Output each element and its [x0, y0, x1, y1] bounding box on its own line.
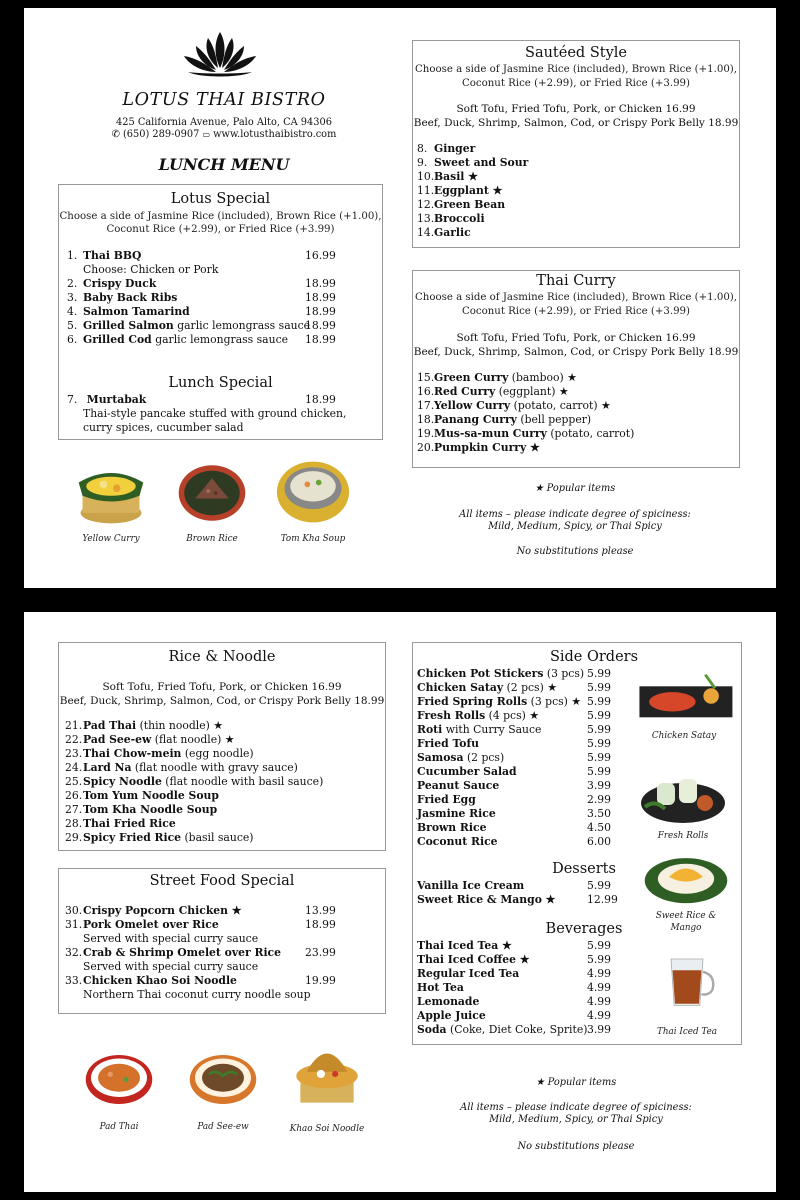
menu-item-number: 12. — [417, 198, 435, 211]
menu-item-name: Crispy Popcorn Chicken ★ — [83, 904, 242, 917]
menu-item-name: Green Bean — [434, 198, 506, 211]
menu-item — [417, 667, 584, 681]
menu-item-price: 18.99 — [305, 333, 336, 346]
menu-item-name: Roti — [417, 723, 443, 736]
menu-item-note: (basil sauce) — [184, 831, 254, 844]
menu-item — [67, 319, 310, 333]
section-title: Side Orders — [549, 649, 639, 665]
section-title: Sautéed Style — [525, 45, 627, 61]
menu-item-name: Red Curry — [434, 385, 496, 398]
food-photo — [641, 843, 731, 907]
menu-item-price: 12.99 — [587, 893, 618, 906]
menu-item-number: 28. — [65, 817, 83, 830]
menu-item-price: 13.99 — [305, 904, 336, 917]
menu-item — [67, 305, 190, 319]
web-icon: ▭ — [202, 130, 211, 139]
menu-item — [417, 1023, 587, 1037]
menu-item-name: Panang Curry — [434, 413, 517, 426]
restaurant-phone: (650) 289-0907 — [122, 129, 200, 140]
menu-item — [417, 981, 464, 995]
menu-item-note: (bamboo) ★ — [511, 371, 577, 384]
menu-item-name: Eggplant ★ — [434, 184, 503, 197]
menu-item-name: Lemonade — [417, 995, 480, 1008]
menu-item-number: 8. — [417, 142, 428, 155]
pad-see-ew-image — [176, 1048, 270, 1118]
section-title: Street Food Special — [149, 873, 295, 889]
menu-item-note: (thin noodle) ★ — [139, 719, 223, 732]
menu-item-name: Coconut Rice — [417, 835, 498, 848]
menu-item-name: Mus-sa-mun Curry — [434, 427, 547, 440]
menu-item-name: Salmon Tamarind — [83, 305, 190, 318]
menu-item-price: 4.99 — [587, 995, 612, 1008]
thai-iced-tea-image — [655, 943, 719, 1023]
yellow-curry-image — [70, 454, 152, 530]
menu-item-price: 5.99 — [587, 953, 612, 966]
restaurant-contact — [84, 129, 364, 140]
menu-item-price: 3.50 — [587, 807, 612, 820]
menu-item — [417, 170, 478, 184]
menu-item-name: Tom Kha Noodle Soup — [83, 803, 218, 816]
section-title: Rice & Noodle — [168, 649, 276, 665]
menu-page-2 — [24, 612, 776, 1192]
menu-item-name: Crab & Shrimp Omelet over Rice — [83, 946, 281, 959]
menu-item-price: 18.99 — [305, 277, 336, 290]
menu-item-note: (eggplant) ★ — [498, 385, 569, 398]
menu-item-price: 19.99 — [305, 974, 336, 987]
menu-item — [417, 371, 577, 385]
popular-note: ★ Popular items — [535, 1077, 617, 1088]
menu-item — [417, 226, 471, 240]
menu-item — [65, 817, 176, 831]
sides-line: Coconut Rice (+2.99), or Fried Rice (+3.99) — [461, 78, 691, 89]
menu-item — [417, 198, 505, 212]
menu-item-number: 26. — [65, 789, 83, 802]
menu-item-number: 32. — [65, 946, 83, 959]
menu-item-description: curry spices, cucumber salad — [83, 421, 244, 434]
menu-item-name: Sweet Rice & Mango ★ — [417, 893, 556, 906]
menu-item-price: 18.99 — [305, 319, 336, 332]
menu-item — [417, 807, 496, 821]
menu-item-note: (Coke, Diet Coke, Sprite) — [449, 1023, 588, 1036]
menu-item-number: 15. — [417, 371, 435, 384]
menu-item — [417, 385, 569, 399]
menu-item — [417, 835, 498, 849]
menu-item-note: (4 pcs) ★ — [488, 709, 539, 722]
menu-item-description: Thai-style pancake stuffed with ground chicken, — [83, 407, 347, 420]
menu-item — [417, 879, 524, 893]
menu-title: LUNCH MENU — [158, 155, 290, 174]
menu-item-name: Thai Fried Rice — [83, 817, 176, 830]
lotus-logo-icon — [174, 28, 266, 82]
menu-item-name: Pad Thai — [83, 719, 137, 732]
menu-item-number: 6. — [67, 333, 78, 346]
menu-item-number: 1. — [67, 249, 78, 262]
chicken-satay-image — [635, 665, 733, 727]
menu-item-number: 17. — [417, 399, 435, 412]
sides-line: Choose a side of Jasmine Rice (included), Brown Rice (+1.00), — [59, 211, 382, 222]
price-line: Beef, Duck, Shrimp, Salmon, Cod, or Crispy Pork Belly 18.99 — [59, 695, 385, 707]
menu-item-name: Chicken Khao Soi Noodle — [83, 974, 237, 987]
lotus-special-section — [58, 184, 383, 440]
sides-line: Choose a side of Jasmine Rice (included), Brown Rice (+1.00), — [414, 64, 738, 75]
no-substitutions: No substitutions please — [516, 546, 634, 557]
menu-item-price: 4.99 — [587, 981, 612, 994]
spice-note: All items – please indicate degree of spiciness: — [459, 509, 691, 520]
menu-item-number: 4. — [67, 305, 78, 318]
menu-item-price: 5.99 — [587, 723, 612, 736]
photo-caption: Pad See-ew — [197, 1122, 249, 1132]
menu-item-name: Grilled Salmon — [83, 319, 174, 332]
menu-item-name: Chicken Satay — [417, 681, 504, 694]
price-line: Soft Tofu, Fried Tofu, Pork, or Chicken 16.99 — [456, 103, 696, 115]
menu-item-number: 10. — [417, 170, 435, 183]
menu-item-number: 16. — [417, 385, 435, 398]
menu-item-name: Lard Na — [83, 761, 132, 774]
menu-item-note: (potato, carrot) ★ — [513, 399, 611, 412]
menu-item-price: 4.99 — [587, 967, 612, 980]
menu-item — [417, 1009, 486, 1023]
khao-soi-noodle-image — [286, 1032, 368, 1120]
menu-item — [65, 904, 241, 918]
menu-item-name: Vanilla Ice Cream — [417, 879, 525, 892]
menu-item-price: 5.99 — [587, 751, 612, 764]
sides-line: Coconut Rice (+2.99), or Fried Rice (+3.99) — [106, 224, 335, 235]
menu-item — [417, 953, 529, 967]
section-title: Beverages — [545, 921, 623, 937]
menu-item-note: garlic lemongrass sauce — [177, 319, 311, 332]
menu-item-name: Crispy Duck — [83, 277, 157, 290]
photo-caption: Brown Rice — [186, 534, 238, 544]
tom-kha-soup-image — [272, 454, 354, 530]
menu-item — [67, 291, 177, 305]
menu-item-number: 20. — [417, 441, 435, 454]
food-photo — [176, 1048, 270, 1118]
food-photo — [286, 1032, 368, 1120]
menu-item-number: 33. — [65, 974, 83, 987]
menu-item-name: Jasmine Rice — [417, 807, 496, 820]
menu-item-number: 30. — [65, 904, 83, 917]
section-title: Lotus Special — [170, 191, 271, 207]
menu-item-number: 3. — [67, 291, 78, 304]
menu-item-name: Fried Tofu — [417, 737, 479, 750]
menu-item — [417, 939, 512, 953]
menu-item-price: 5.99 — [587, 681, 612, 694]
menu-item-name: Fried Spring Rolls — [417, 695, 528, 708]
menu-page-1 — [24, 8, 776, 588]
menu-item — [417, 779, 499, 793]
menu-item — [417, 427, 634, 441]
menu-item — [65, 719, 223, 733]
menu-item-name: Spicy Noodle — [83, 775, 162, 788]
menu-item — [417, 995, 479, 1009]
price-line: Beef, Duck, Shrimp, Salmon, Cod, or Crispy Pork Belly 18.99 — [413, 117, 739, 129]
photo-caption: Yellow Curry — [82, 534, 140, 544]
photo-caption: Mango — [670, 923, 702, 933]
menu-item — [67, 277, 156, 291]
menu-item — [65, 761, 298, 775]
menu-item-name: Samosa — [417, 751, 464, 764]
menu-item-name: Spicy Fried Rice — [83, 831, 182, 844]
spice-levels: Mild, Medium, Spicy, or Thai Spicy — [489, 1114, 663, 1125]
menu-item — [417, 765, 517, 779]
section-title: Desserts — [552, 861, 616, 877]
menu-item — [417, 751, 504, 765]
menu-item-name: Cucumber Salad — [417, 765, 517, 778]
menu-item-note: (3 pcs) — [546, 667, 585, 680]
menu-item — [65, 803, 217, 817]
menu-item — [65, 946, 281, 960]
phone-icon: ✆ — [111, 129, 120, 140]
menu-item-name: Hot Tea — [417, 981, 464, 994]
menu-item-number: 29. — [65, 831, 83, 844]
menu-item — [417, 413, 591, 427]
brown-rice-image — [168, 456, 256, 530]
menu-item-price: 4.99 — [587, 1009, 612, 1022]
spice-levels: Mild, Medium, Spicy, or Thai Spicy — [488, 521, 662, 532]
food-photo — [70, 454, 152, 530]
photo-caption: Thai Iced Tea — [656, 1027, 718, 1037]
menu-item-name: Pork Omelet over Rice — [83, 918, 219, 931]
menu-item-note: (potato, carrot) — [550, 427, 635, 440]
photo-caption: Fresh Rolls — [657, 831, 709, 841]
menu-item — [417, 184, 502, 198]
menu-item-name: Ginger — [434, 142, 476, 155]
menu-item — [417, 723, 541, 737]
side-orders-section — [412, 642, 742, 1045]
menu-item-price: 5.99 — [587, 765, 612, 778]
sauteed-section — [412, 40, 740, 248]
menu-item-note: (3 pcs) ★ — [530, 695, 581, 708]
photo-caption: Tom Kha Soup — [280, 534, 346, 544]
fresh-rolls-image — [635, 763, 731, 827]
menu-item-name: Regular Iced Tea — [417, 967, 520, 980]
menu-item-price: 5.99 — [587, 709, 612, 722]
photo-caption: Pad Thai — [99, 1122, 139, 1132]
menu-item — [417, 399, 611, 413]
menu-item — [417, 821, 486, 835]
sides-line: Coconut Rice (+2.99), or Fried Rice (+3.99) — [461, 306, 691, 317]
restaurant-name: LOTUS THAI BISTRO — [122, 90, 326, 110]
menu-item — [65, 918, 219, 932]
no-substitutions: No substitutions please — [517, 1141, 635, 1152]
menu-item — [67, 249, 141, 263]
menu-item-name: Yellow Curry — [434, 399, 511, 412]
menu-item-price: 18.99 — [305, 291, 336, 304]
menu-item: 7. Murtabak — [67, 393, 147, 406]
sweet-rice-mango-image — [641, 843, 731, 907]
menu-item-name: Sweet and Sour — [434, 156, 529, 169]
menu-item — [65, 733, 234, 747]
menu-item-number: 25. — [65, 775, 83, 788]
menu-item-price: 18.99 — [305, 393, 336, 406]
menu-item-price: 18.99 — [305, 305, 336, 318]
menu-item — [65, 831, 253, 845]
thai-curry-section — [412, 270, 740, 468]
menu-item-price: 2.99 — [587, 793, 612, 806]
menu-item-name: Tom Yum Noodle Soup — [83, 789, 219, 802]
menu-item — [65, 974, 237, 988]
menu-item-name: Green Curry — [434, 371, 509, 384]
menu-item-price: 5.99 — [587, 939, 612, 952]
menu-item-price: 3.99 — [587, 779, 612, 792]
menu-item-name: Thai Iced Tea ★ — [417, 939, 512, 952]
menu-item-name: Chicken Pot Stickers — [417, 667, 544, 680]
price-line: Beef, Duck, Shrimp, Salmon, Cod, or Crispy Pork Belly 18.99 — [413, 346, 739, 358]
menu-item — [417, 709, 539, 723]
menu-item-note: (2 pcs) ★ — [506, 681, 557, 694]
menu-item-description: Served with special curry sauce — [83, 960, 259, 973]
menu-item-note: (2 pcs) — [466, 751, 505, 764]
spice-note: All items – please indicate degree of spiciness: — [460, 1102, 692, 1113]
menu-item-name: Thai BBQ — [83, 249, 142, 262]
menu-item-name: Pad See-ew — [83, 733, 152, 746]
menu-item-name: Broccoli — [434, 212, 485, 225]
menu-item-number: 9. — [417, 156, 428, 169]
menu-item-name: Apple Juice — [417, 1009, 486, 1022]
menu-item — [417, 441, 540, 455]
menu-item-name: Fresh Rolls — [417, 709, 486, 722]
menu-item-note: with Curry Sauce — [445, 723, 542, 736]
menu-item-note: (flat noodle with gravy sauce) — [134, 761, 298, 774]
rice-noodle-section — [58, 642, 386, 851]
menu-item-number: 5. — [67, 319, 78, 332]
menu-item — [417, 793, 476, 807]
menu-item-price: 5.99 — [587, 667, 612, 680]
sides-line: Choose a side of Jasmine Rice (included), Brown Rice (+1.00), — [414, 292, 738, 303]
menu-item-number: 23. — [65, 747, 83, 760]
food-photo — [635, 763, 731, 827]
menu-item — [417, 681, 557, 695]
price-line: Soft Tofu, Fried Tofu, Pork, or Chicken 16.99 — [102, 681, 342, 693]
menu-item-note: (egg noodle) — [184, 747, 254, 760]
menu-item-name: Thai Iced Coffee ★ — [417, 953, 530, 966]
menu-item-description: Served with special curry sauce — [83, 932, 259, 945]
menu-item-note: garlic lemongrass sauce — [155, 333, 289, 346]
photo-caption: Chicken Satay — [651, 731, 717, 741]
menu-item-name: Peanut Sauce — [417, 779, 500, 792]
menu-item-name: Pumpkin Curry ★ — [434, 441, 540, 454]
menu-item — [417, 142, 475, 156]
menu-item — [417, 695, 581, 709]
menu-item-price: 23.99 — [305, 946, 336, 959]
price-line: Soft Tofu, Fried Tofu, Pork, or Chicken 16.99 — [456, 332, 696, 344]
pad-thai-image — [72, 1048, 166, 1118]
menu-item-number: 31. — [65, 918, 83, 931]
menu-item-number: 19. — [417, 427, 435, 440]
food-photo — [168, 456, 256, 530]
menu-item-description: Northern Thai coconut curry noodle soup — [83, 988, 311, 1001]
menu-item-number: 21. — [65, 719, 83, 732]
menu-item-note: (flat noodle) ★ — [154, 733, 235, 746]
menu-item-price: 4.50 — [587, 821, 612, 834]
restaurant-address: 425 California Avenue, Palo Alto, CA 94306 — [116, 117, 332, 128]
menu-item-price: 5.99 — [587, 695, 612, 708]
menu-item — [417, 212, 485, 226]
menu-item — [417, 156, 528, 170]
menu-item-name: Brown Rice — [417, 821, 487, 834]
menu-item-name: Baby Back Ribs — [83, 291, 178, 304]
menu-item-name: Fried Egg — [417, 793, 476, 806]
menu-item — [417, 967, 519, 981]
menu-item-price: 18.99 — [305, 918, 336, 931]
menu-item-name: Basil ★ — [434, 170, 478, 183]
section-title: Lunch Special — [168, 375, 273, 391]
menu-item — [65, 747, 254, 761]
food-photo — [635, 665, 733, 727]
menu-item-number: 22. — [65, 733, 83, 746]
menu-item-price: 3.99 — [587, 1023, 612, 1036]
section-title: Thai Curry — [536, 273, 616, 289]
menu-item — [65, 789, 219, 803]
menu-item-number: 13. — [417, 212, 435, 225]
food-photo — [655, 943, 719, 1023]
menu-item-note: (bell pepper) — [520, 413, 592, 426]
photo-caption: Khao Soi Noodle — [289, 1124, 365, 1134]
menu-item-number: 24. — [65, 761, 83, 774]
menu-item-name: Thai Chow-mein — [83, 747, 182, 760]
restaurant-website[interactable]: www.lotusthaibistro.com — [213, 129, 337, 140]
menu-item-number: 18. — [417, 413, 435, 426]
menu-item-name: Garlic — [434, 226, 471, 239]
menu-item-description: Choose: Chicken or Pork — [83, 263, 219, 276]
menu-item-name: Soda — [417, 1023, 447, 1036]
photo-caption: Sweet Rice & — [655, 911, 717, 921]
menu-item-number: 2. — [67, 277, 78, 290]
menu-item-price: 6.00 — [587, 835, 612, 848]
menu-item-price: 16.99 — [305, 249, 336, 262]
popular-note: ★ Popular items — [534, 483, 616, 494]
menu-item — [417, 893, 555, 907]
menu-item-note: (flat noodle with basil sauce) — [165, 775, 324, 788]
menu-item-price: 5.99 — [587, 737, 612, 750]
menu-item-name: Grilled Cod — [83, 333, 152, 346]
menu-item-number: 14. — [417, 226, 435, 239]
food-photo — [272, 454, 354, 530]
menu-item — [65, 775, 323, 789]
menu-item — [67, 333, 288, 347]
menu-item-number: 11. — [417, 184, 435, 197]
menu-item-price: 5.99 — [587, 879, 612, 892]
food-photo — [72, 1048, 166, 1118]
menu-item-number: 27. — [65, 803, 83, 816]
menu-item — [417, 737, 479, 751]
street-food-section — [58, 868, 386, 1014]
